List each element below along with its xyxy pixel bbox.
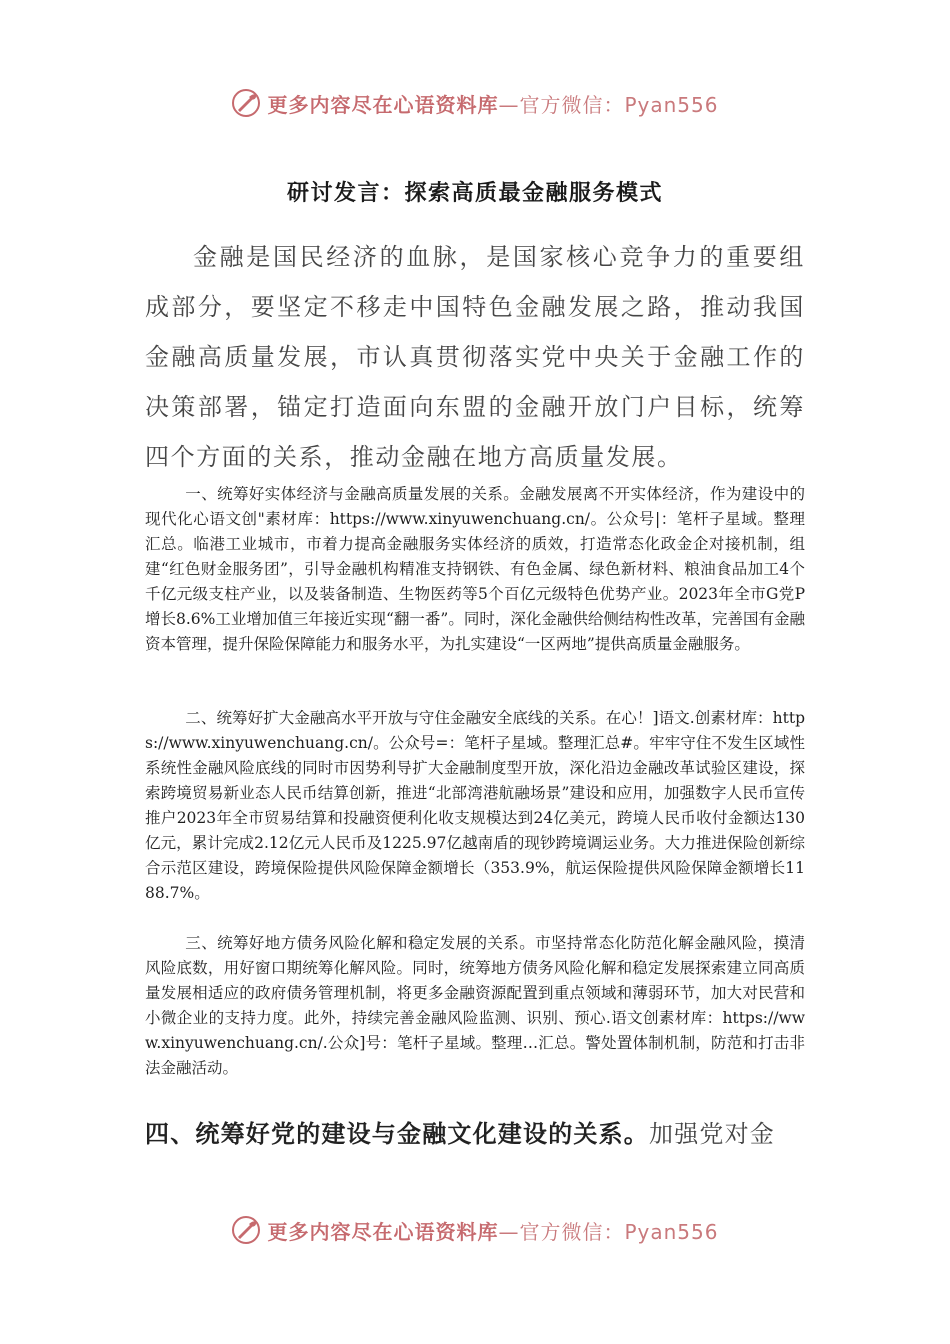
section-4-rest: 加强党对金 (649, 1120, 775, 1148)
lead-paragraph: 金融是国民经济的血脉，是国家核心竞争力的重要组成部分，要坚定不移走中国特色金融发展之路，推动我国金融高质量发展，市认真贯彻落实党中央关于金融工作的决策部署，锚定打造面向东盟的金融开放门户目标，统筹四个方面的关系，推动金融在地方高质量发展。 (145, 243, 805, 471)
quill-logo-icon (231, 88, 261, 118)
quill-logo-icon (231, 1215, 261, 1245)
watermark-header (0, 83, 950, 123)
document-title: 研讨发言：探索高质最金融服务模式 (286, 181, 663, 206)
watermark-suffix: —官方微信：Pyan556 (498, 92, 719, 117)
watermark-brand: 更多内容尽在心语资料库 (267, 92, 499, 117)
paragraph-2: 二、统筹好扩大金融高水平开放与守住金融安全底线的关系。在心！]语文.创素材库：https://www.xinyuwenchuang.cn/。公众号=：笔杆子星域。整理汇总#。牢牢守住不发生区域性系统性金融风险底线的同时市因势利导扩大金融制度型开放，深化沿边金融改革试验区建设，探索跨境贸易新业态人民币结算创新，推进“北部湾港航融场景”建设和应用，加强数字人民币宣传推户2023年全市贸易结算和投融资便利化收支规模达到24亿美元，跨境人民币收付金额达130亿元，累计完成2.12亿元人民币及1225.97亿越南盾的现钞跨境调运业务。大力推进保险创新综合示范区建设，跨境保险提供风险保障金额增长（353.9%，航运保险提供风险保障金额增长1188.7%。 (145, 709, 805, 902)
paragraph-3: 三、统筹好地方债务风险化解和稳定发展的关系。市坚持常态化防范化解金融风险，摸清风险底数，用好窗口期统筹化解风险。同时，统筹地方债务风险化解和稳定发展探索建立同高质量发展相适应的政府债务管理机制，将更多金融资源配置到重点领域和薄弱环节，加大对民营和小微企业的支持力度。此外，持续完善金融风险监测、识别、预心.语文创素材库：https://www.xinyuwenchuang.cn/.公众]号：笔杆子星域。整理…汇总。警处置体制机制，防范和打击非法金融活动。 (145, 934, 805, 1077)
watermark-text (267, 1216, 718, 1245)
watermark-suffix: —官方微信：Pyan556 (498, 1219, 719, 1244)
section-4-bold: 四、统筹好党的建设与金融文化建设的关系。 (145, 1120, 649, 1148)
section-4-heading (145, 1117, 815, 1151)
watermark-brand: 更多内容尽在心语资料库 (267, 1219, 499, 1244)
watermark-text (267, 89, 718, 118)
watermark-footer (0, 1210, 950, 1250)
paragraph-1: 一、统筹好实体经济与金融高质量发展的关系。金融发展离不开实体经济，作为建设中的现代化心语文创"素材库：https://www.xinyuwenchuang.cn/。公众号|：笔杆子星域。整理汇总。临港工业城市，市着力提高金融服务实体经济的质效，打造常态化政金企对接机制，组建“红色财金服务团”，引导金融机构精准支持钢铁、有色金属、绿色新材料、粮油食品加工4个千亿元级支柱产业，以及装备制造、生物医药等5个百亿元级特色优势产业。2023年全市G党P增长8.6%工业增加值三年接近实现“翻一番”。同时，深化金融供给侧结构性改革，完善国有金融资本管理，提升保险保障能力和服务水平，为扎实建设“一区两地”提供高质量金融服务。 (145, 485, 805, 653)
